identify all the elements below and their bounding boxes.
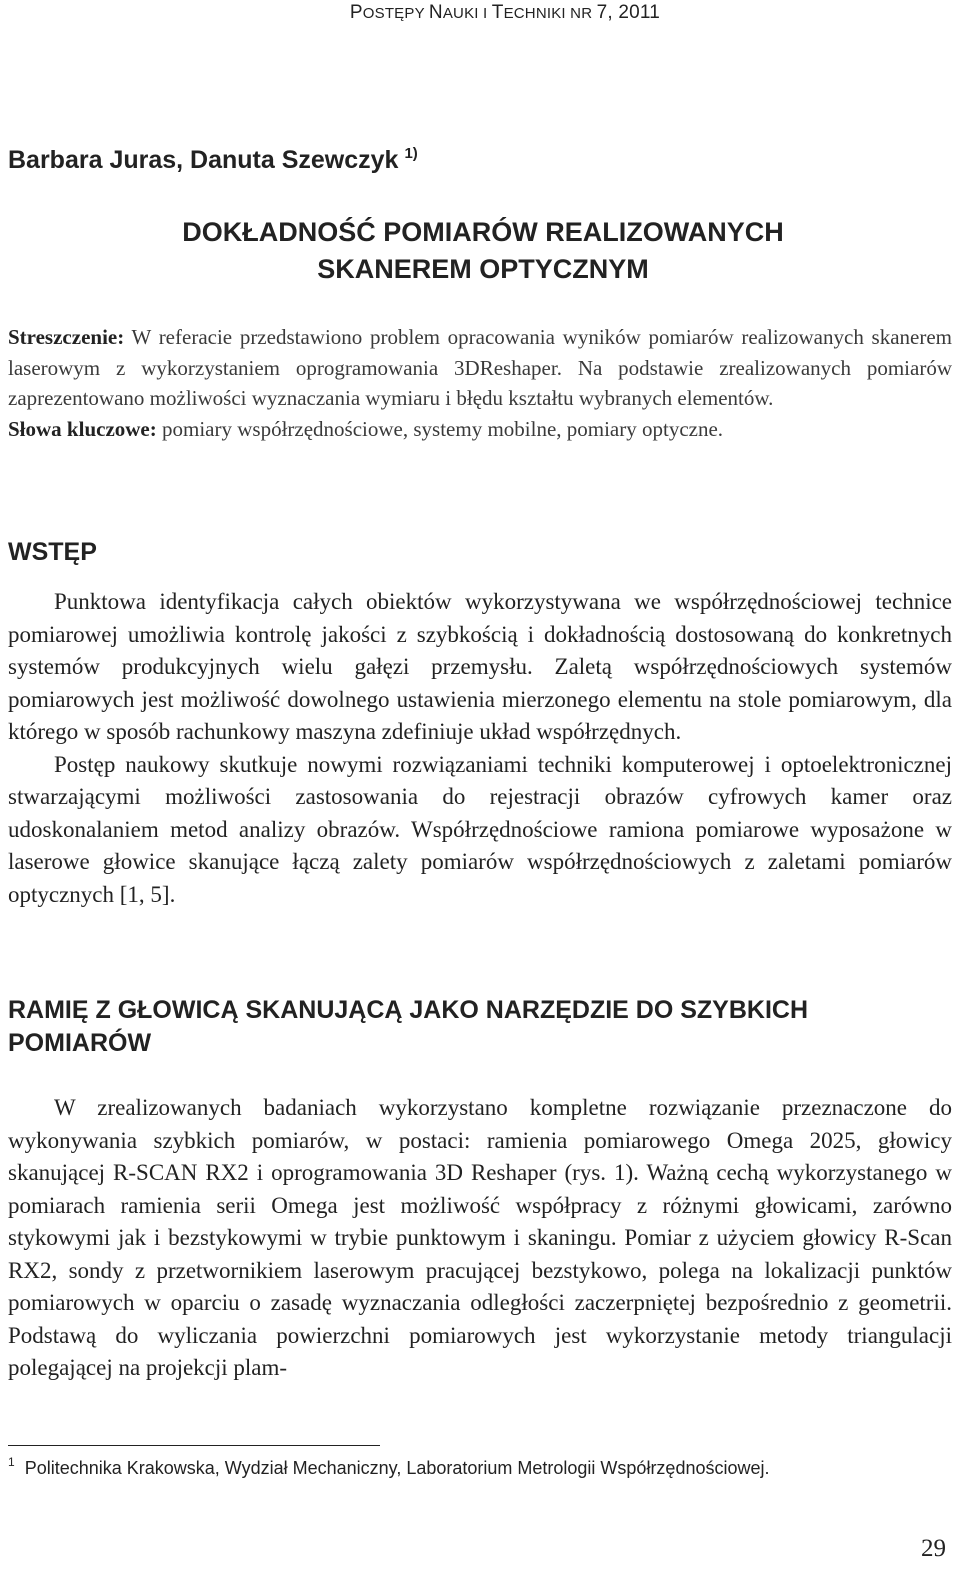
running-head: [350, 2, 660, 24]
title-line: DOKŁADNOŚĆ POMIARÓW REALIZOWANYCH: [182, 217, 784, 247]
abstract: [8, 322, 952, 444]
abstract-text: [8, 322, 952, 414]
running-head-part: N: [428, 2, 443, 23]
paragraph: Punktowa identyfikacja całych obiektów wykorzystywana we współrzędnościowej technice pomiarowej umożliwia kontrolę jakości z szybkością i dokładnością dostosowaną do konkretnych systemów produkcyjnych wielu gałęzi przemysłu. Zaletą współrzędnościowych systemów pomiarowych jest możliwość dowolnego ustawienia mierzonego elementu na stole pomiarowym, dla którego w sposób rachunkowy maszyna zdefiniuje układ współrzędnych.: [8, 589, 952, 744]
paragraph: Postęp naukowy skutkuje nowymi rozwiązaniami techniki komputerowej i optoelektronicznej stwarzającymi możliwości zastosowania do rejestracji obrazów cyfrowych kamer oraz udoskonalaniem metod analizy obrazów. Współrzędnościowe ramiona pomiarowe wyposażone w laserowe głowice skanujące łączą zalety pomiarów współrzędnościowych z zaletami pomiarów optycznych [1, 5].: [8, 751, 952, 907]
abstract-label: Streszczenie:: [8, 325, 125, 349]
keywords: [8, 414, 952, 445]
running-head-part: OSTĘPY: [362, 5, 429, 22]
page-number: 29: [921, 1535, 946, 1562]
affiliation-mark: 1): [404, 145, 418, 162]
author-names: Barbara Juras, Danuta Szewczyk: [8, 146, 399, 174]
section-body: [8, 586, 952, 911]
running-head-part: T: [491, 2, 504, 23]
keywords-label: Słowa kluczowe:: [8, 416, 157, 441]
running-head-part: ECHNIKI NR: [503, 5, 597, 22]
title-line: SKANEREM OPTYCZNYM: [317, 254, 649, 284]
paragraph: W zrealizowanych badaniach wykorzystano kompletne rozwiązanie przeznaczone do wykonywania szybkich pomiarów, w postaci: ramienia pomiarowego Omega 2025, głowicy skanującej R-SCAN RX2 i oprogramowania 3D Reshaper (rys. 1). Ważną cechą wykorzystanego w pomiarach ramienia serii Omega jest możliwość współpracy z różnymi głowicami, zarówno stykowymi jak i bezstykowymi w trybie punktowym i skaningu. Pomiar z użyciem głowicy R-Scan RX2, sondy z przetwornikiem laserowym pracującej bezstykowo, polega na lokalizacji punktów pomiarowych w oparciu o zasadę wyznaczania odległości zaczerpniętej bezpośrednio z geometrii. Podstawą do wyliczania powierzchni pomiarowych jest wykorzystanie metody triangulacji polegającej na projekcji plam-: [8, 1095, 952, 1380]
footnote-rule: [8, 1445, 380, 1446]
footnote: [8, 1455, 952, 1479]
running-head-part: 7, 2011: [596, 2, 660, 23]
authors: [8, 146, 418, 175]
paper-title: [0, 214, 960, 288]
section-heading: WSTĘP: [8, 538, 97, 566]
section-heading: RAMIĘ Z GŁOWICĄ SKANUJĄCĄ JAKO NARZĘDZIE DO SZYBKICH POMIARÓW: [8, 996, 809, 1057]
footnote-mark: 1: [8, 1455, 15, 1469]
running-head-part: AUKI I: [442, 5, 492, 22]
running-head-part: P: [349, 2, 363, 23]
footnote-text: Politechnika Krakowska, Wydział Mechaniczny, Laboratorium Metrologii Współrzędnościowej.: [24, 1458, 770, 1478]
section-body: [8, 1092, 952, 1385]
abstract-body: W referacie przedstawiono problem opracowania wyników pomiarów realizowanych skanerem laserowym z wykorzystaniem oprogramowania 3DReshaper. Na podstawie zrealizowanych pomiarów zaprezentowano możliwości wyznaczania wymiaru i błędu kształtu wybranych elementów.: [8, 325, 952, 410]
keywords-text: pomiary współrzędnościowe, systemy mobilne, pomiary optyczne.: [156, 416, 724, 441]
